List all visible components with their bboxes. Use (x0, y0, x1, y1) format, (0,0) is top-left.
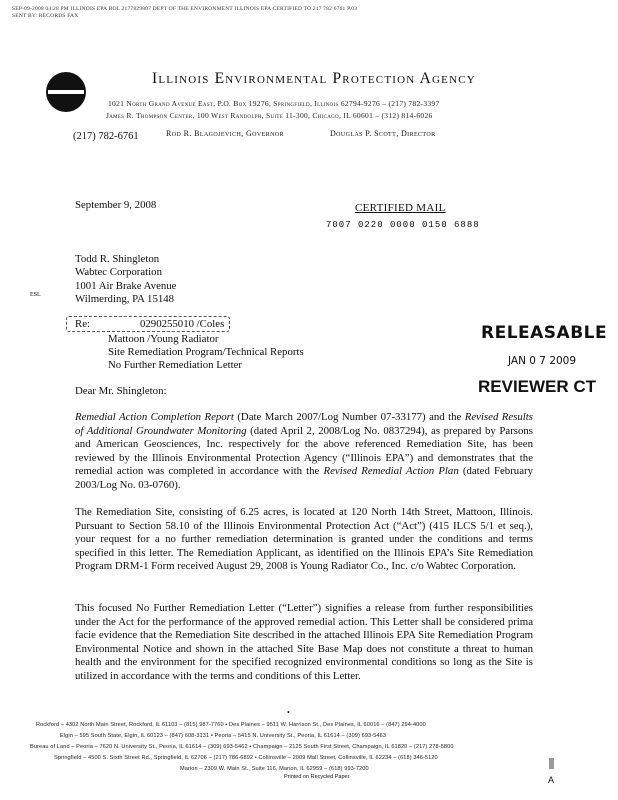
p1-text-3: (dated February 2003/Log No. 03-0760). (75, 465, 533, 491)
salutation: Dear Mr. Shingleton: (75, 385, 167, 397)
stray-mark: • (287, 708, 290, 717)
agency-address-springfield: 1021 North Grand Avenue East, P.O. Box 19276, Springfield, Illinois 62794-9276 – (217) 782-3397 (108, 99, 440, 108)
re-program: Site Remediation Program/Technical Reports (108, 346, 304, 358)
p1-doc-title-2: Revised Results of Additional Groundwater Monitoring (75, 411, 533, 437)
letter-date: September 9, 2008 (75, 199, 157, 211)
reviewer-stamp: REVIEWER CT (478, 377, 597, 396)
cc-mark: ESL (30, 292, 41, 298)
fax-header-line: SEP-09-2008 04:28 PM ILLINOIS EPA BOL 2177829807 DEPT OF THE ENVIRONMENT ILLINOIS EPA CERTIFIED TO 217 782 6761 P.03 (12, 6, 358, 12)
agency-phone: (217) 782-6761 (73, 131, 139, 142)
releasable-stamp: RELEASABLE (481, 323, 608, 343)
certified-mail-label: CERTIFIED MAIL (355, 202, 446, 214)
footer-line-5: Marion – 2309 W. Main St., Suite 116, Marion, IL 62959 – (618) 993-7200 (180, 766, 369, 772)
footer-line-2: Elgin – 595 South State, Elgin, IL 60123 – (847) 608-3131 • Peoria – 5415 N. University St., Peoria, IL 61614 – (309) 693-5463 (60, 733, 387, 739)
recycled-paper-note: Printed on Recycled Paper (284, 774, 350, 780)
re-site-name: Mattoon /Young Radiator (108, 333, 219, 345)
director-line: Douglas P. Scott, Director (330, 129, 436, 138)
re-site-id: 0290255010 /Coles (140, 318, 225, 330)
stamp-date: JAN 0 7 2009 (508, 355, 577, 367)
page-mark: A (548, 775, 555, 785)
recipient-street: 1001 Air Brake Avenue (75, 280, 177, 292)
tracking-number: 7007 0220 0000 0150 6888 (326, 220, 480, 230)
footer-line-4: Springfield – 4500 S. Sixth Street Rd., Springfield, IL 62706 – (217) 786-6892 • Collinsville – 2009 Mall Street, Collinsville, IL 62234 – (618) 346-5120 (54, 755, 438, 761)
paragraph-2: The Remediation Site, consisting of 6.25 acres, is located at 120 North 14th Street, Mattoon, Illinois. Pursuant to Section 58.10 of the Illinois Environmental Protection Act (“Act”) (415 ILCS 5/1 et seq.), your request for a no further remediation determination is granted under the conditions and terms specified in this letter. The Remediation Applicant, as identified on the Illinois EPA’s Site Remediation Program DRM-1 Form received August 29, 2008 is Young Radiator Co., Inc. c/o Wabtec Corporation. (75, 506, 533, 572)
re-subject: No Further Remediation Letter (108, 359, 243, 371)
recipient-name: Todd R. Shingleton (75, 253, 160, 265)
p1-doc-title-1: Remedial Action Completion Report (75, 411, 234, 423)
p1-doc-title-3: Revised Remedial Action Plan (323, 465, 459, 477)
paragraph-3: This focused No Further Remediation Letter (“Letter”) signifies a release from further responsibilities under the Act for the performance of the approved remedial action. This Letter shall be considered prima facie evidence that the Remediation Site described in the attached Illinois EPA Site Remediation Program Environmental Notice and shown in the attached Site Base Map does not constitute a threat to human health and the environment for the specified recognized environmental conditions so long as the Site is utilized in accordance with the terms and conditions of this Letter. (75, 602, 533, 682)
agency-name: Illinois Environmental Protection Agency (152, 70, 476, 87)
paragraph-1 (75, 411, 533, 492)
p1-text-2: (dated April 2, 2008/Log No. 0837294), as prepared by Parsons and American Geosciences, Inc. respectively for the above referenced Remediation Site, has been reviewed by the Illinois Environmental Protection Agency (“Illinois EPA”) and demonstrates that the remedial action was completed in accordance with the (75, 424, 533, 477)
footer-line-3: Bureau of Land – Peoria – 7620 N. University St., Peoria, IL 61614 – (309) 693-5462 • Champaign – 2125 South First Street, Champaign, IL 61820 – (217) 278-5800 (30, 744, 454, 750)
text-cursor (549, 758, 554, 769)
agency-seal-logo (46, 72, 86, 112)
p1-text-1: (Date March 2007/Log Number 07-33177) and the (233, 411, 465, 423)
agency-address-chicago: James R. Thompson Center, 100 West Randolph, Suite 11-300, Chicago, IL 60601 – (312) 814-6026 (106, 111, 433, 120)
recipient-company: Wabtec Corporation (75, 266, 162, 278)
footer-line-1: Rockford – 4302 North Main Street, Rockford, IL 61103 – (815) 987-7760 • Des Plaines – 9511 W. Harrison St., Des Plaines, IL 60016 – (847) 294-4000 (36, 722, 426, 728)
recipient-city: Wilmerding, PA 15148 (75, 293, 175, 305)
governor-line: Rod R. Blagojevich, Governor (166, 129, 284, 138)
re-prefix: Re: (75, 318, 90, 330)
fax-header-line-2: SENT BY: RECORDS FAX (12, 13, 79, 19)
